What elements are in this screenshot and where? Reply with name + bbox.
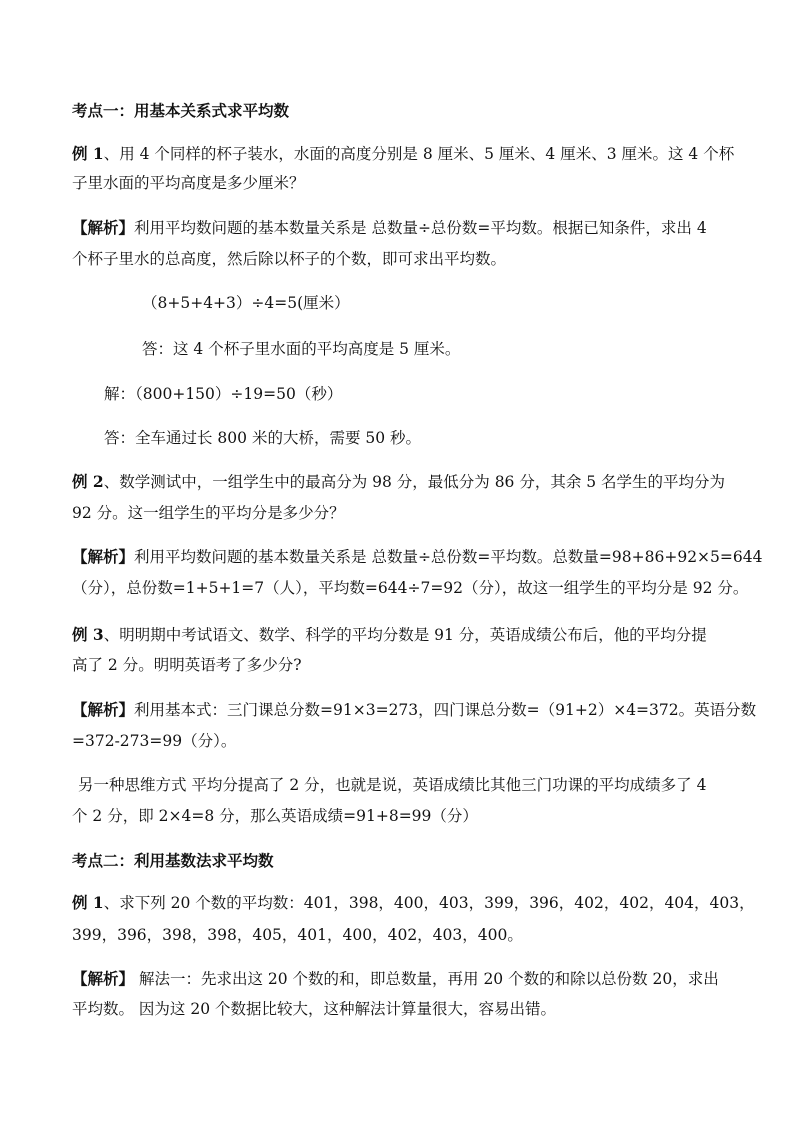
question-text: 、用 4 个同样的杯子装水，水面的高度分别是 8 厘米、5 厘米、4 厘米、3 厘米。这 4 个杯 — [103, 145, 735, 163]
example-3-alt-line-2: 个 2 分，即 2×4=8 分，那么英语成绩=91+8=99（分） — [72, 807, 478, 825]
example-1-question-line-1 — [72, 144, 734, 164]
example-4-question-line-1 — [72, 893, 755, 913]
example-1-question-line-2: 子里水面的平均高度是多少厘米？ — [72, 174, 305, 192]
analysis-label: 【解析】 — [72, 218, 135, 237]
example-2-analysis-line-2: （分），总份数=1+5+1=7（人），平均数=644÷7=92（分），故这一组学生的平均分是 92 分。 — [72, 579, 749, 597]
question-text: 、明明期中考试语文、数学、科学的平均分数是 91 分，英语成绩公布后，他的平均分提 — [103, 626, 707, 644]
analysis-text: 解法一：先求出这 20 个数的和，即总数量，再用 20 个数的和除以总份数 20，求出 — [134, 970, 719, 988]
question-text: 、数学测试中，一组学生中的最高分为 98 分，最低分为 86 分，其余 5 名学生的平均分为 — [103, 473, 726, 491]
analysis-text: 利用平均数问题的基本数量关系是 总数量÷总份数=平均数。总数量=98+86+92×5=644 — [134, 548, 763, 566]
question-text: 、求下列 20 个数的平均数：401，398，400，403，399，396，402，402，404，403， — [103, 894, 755, 912]
example-1-analysis-line-2: 个杯子里水的总高度，然后除以杯子的个数，即可求出平均数。 — [72, 250, 507, 268]
extra-solution: 解：（800+150）÷19=50（秒） — [104, 385, 343, 403]
analysis-label: 【解析】 — [72, 969, 135, 988]
analysis-label: 【解析】 — [72, 547, 135, 566]
example-1-answer: 答：这 4 个杯子里水面的平均高度是 5 厘米。 — [142, 340, 461, 358]
example-label: 例 2 — [72, 472, 104, 491]
section-title-1: 考点一：用基本关系式求平均数 — [72, 101, 290, 120]
section-title-2: 考点二：利用基数法求平均数 — [72, 851, 274, 870]
example-2-analysis-line-1 — [72, 547, 762, 567]
analysis-text: 利用基本式：三门课总分数=91×3=273，四门课总分数=（91+2）×4=372。英语分数 — [134, 701, 757, 719]
example-3-question-line-1 — [72, 625, 707, 645]
example-3-question-line-2: 高了 2 分。明明英语考了多少分? — [72, 656, 302, 674]
analysis-label: 【解析】 — [72, 700, 135, 719]
example-3-analysis-line-1 — [72, 700, 756, 720]
example-1-analysis-line-1 — [72, 218, 707, 238]
example-label: 例 1 — [72, 893, 104, 912]
extra-answer: 答：全车通过长 800 米的大桥，需要 50 秒。 — [104, 429, 422, 447]
analysis-text: 利用平均数问题的基本数量关系是 总数量÷总份数=平均数。根据已知条件，求出 4 — [134, 219, 707, 237]
example-label: 例 3 — [72, 625, 104, 644]
example-1-calculation: （8+5+4+3）÷4=5(厘米） — [142, 294, 350, 312]
example-3-alt-line-1: 另一种思维方式 平均分提高了 2 分，也就是说，英语成绩比其他三门功课的平均成绩多了 4 — [78, 776, 707, 794]
example-4-analysis-line-1 — [72, 969, 719, 989]
example-4-analysis-line-2: 平均数。 因为这 20 个数据比较大，这种解法计算量很大，容易出错。 — [72, 1000, 557, 1018]
example-3-analysis-line-2: =372-273=99（分）。 — [72, 732, 237, 750]
example-4-question-line-2: 399，396，398，398，405，401，400，402，403，400。 — [72, 926, 523, 944]
example-2-question-line-1 — [72, 472, 725, 492]
example-2-question-line-2: 92 分。这一组学生的平均分是多少分？ — [72, 504, 345, 522]
example-label: 例 1 — [72, 144, 104, 163]
